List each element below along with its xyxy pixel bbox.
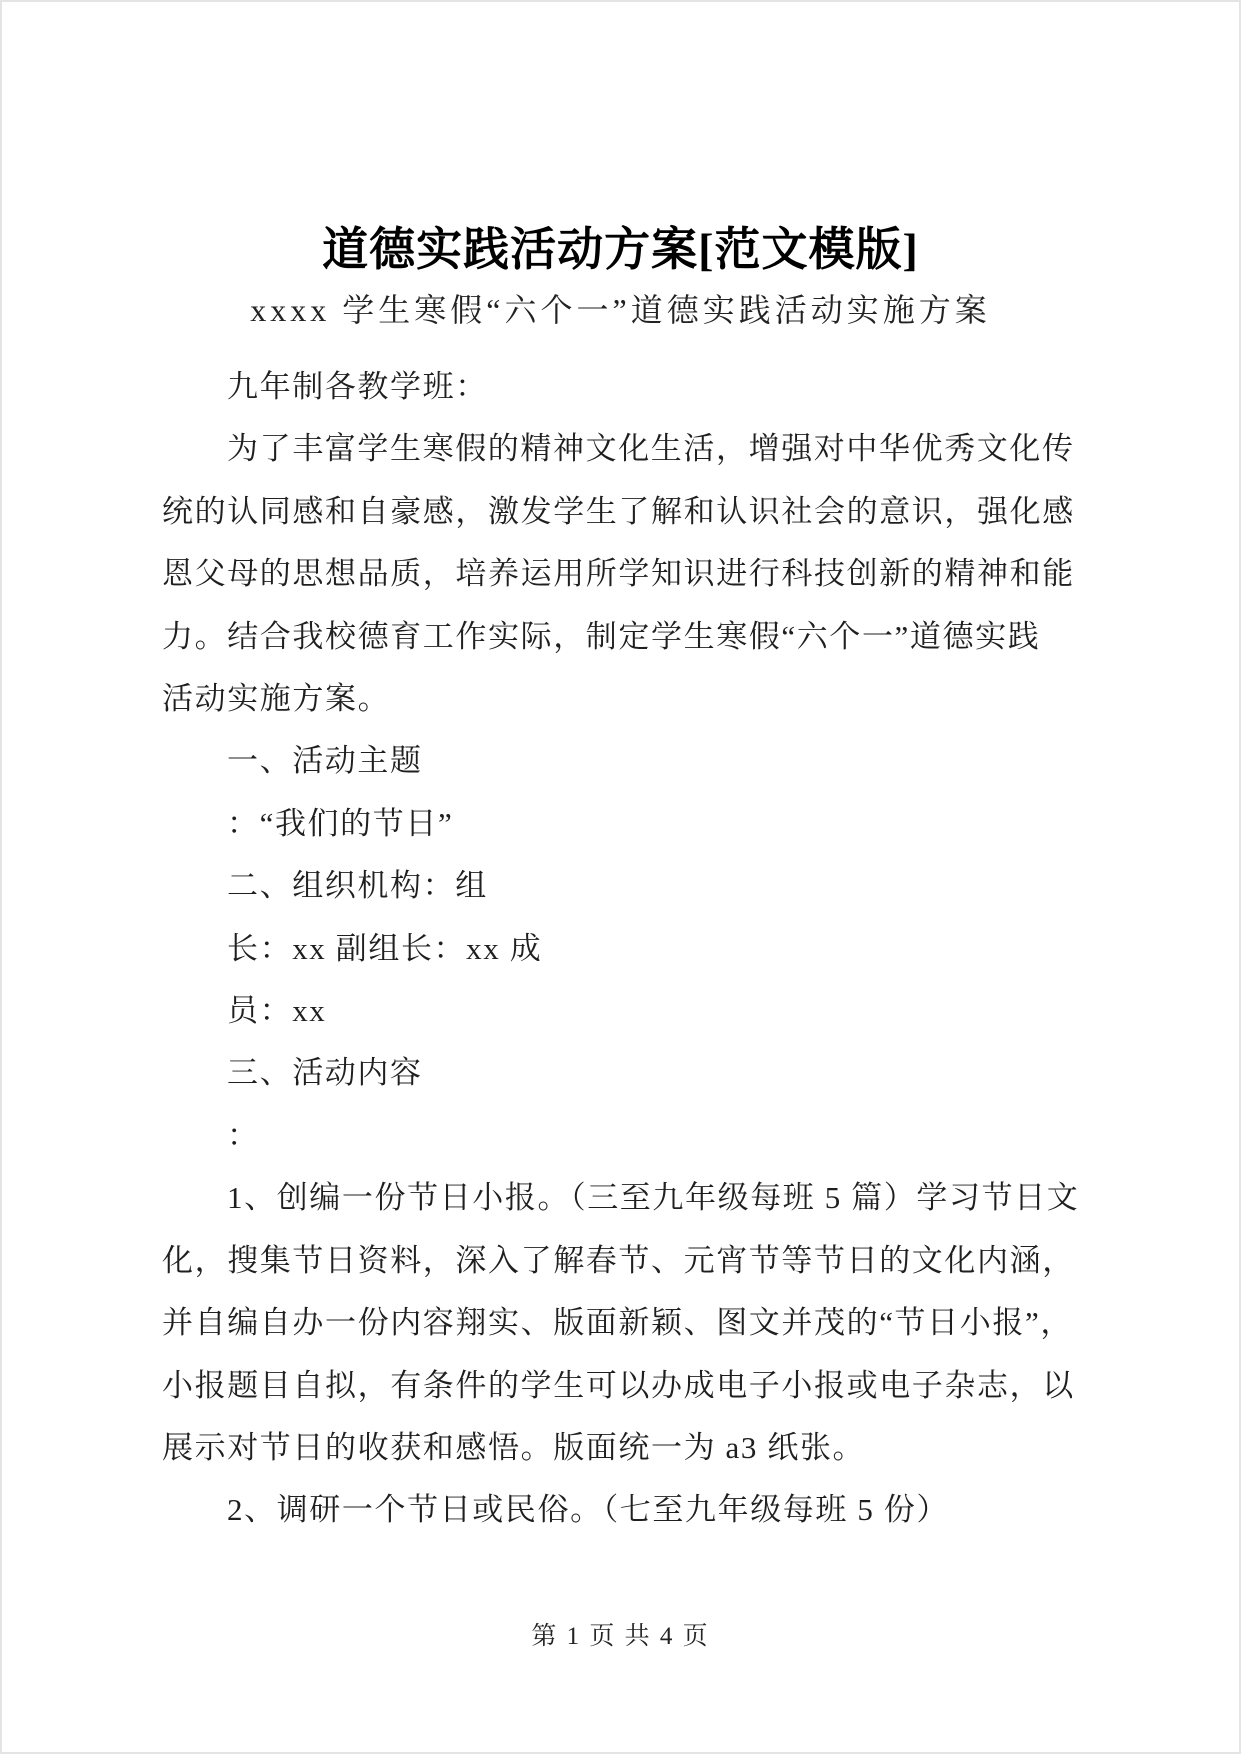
text-line: 力。结合我校德育工作实际，制定学生寒假“六个一”道德实践 <box>162 618 1041 654</box>
document-title: 道德实践活动方案[范文模版] <box>322 224 919 275</box>
document-body <box>2 356 1239 1542</box>
text-line: 三、活动内容 <box>227 1055 423 1091</box>
text-line: 二、组织机构：组 <box>227 868 488 904</box>
text-line: 九年制各教学班： <box>227 369 488 404</box>
document-subtitle: xxxx 学生寒假“六个一”道德实践活动实施方案 <box>250 292 991 328</box>
text-line: 恩父母的思想品质，培养运用所学知识进行科技创新的精神和能 <box>162 556 1075 592</box>
text-line: 统的认同感和自豪感，激发学生了解和认识社会的意识，强化感 <box>162 493 1075 529</box>
text-line: 一、活动主题 <box>227 743 423 779</box>
text-line: 展示对节日的收获和感悟。版面统一为 a3 纸张。 <box>162 1429 866 1465</box>
text-line: 活动实施方案。 <box>162 681 391 717</box>
text-line: 化，搜集节日资料，深入了解春节、元宵节等节日的文化内涵， <box>162 1242 1075 1278</box>
text-line: 长：xx 副组长：xx 成 <box>227 930 543 966</box>
text-line: ： <box>227 1117 260 1153</box>
text-line: 1、创编一份节日小报。（三至九年级每班 5 篇）学习节日文 <box>227 1180 1080 1216</box>
page-number-footer: 第 1 页 共 4 页 <box>531 1623 710 1650</box>
text-line: 2、调研一个节日或民俗。（七至九年级每班 5 份） <box>227 1492 949 1528</box>
text-line: 员：xx <box>227 993 327 1029</box>
text-line: 为了丰富学生寒假的精神文化生活，增强对中华优秀文化传 <box>227 431 1075 467</box>
text-line: 小报题目自拟，有条件的学生可以办成电子小报或电子杂志，以 <box>162 1367 1075 1403</box>
text-line: 并自编自办一份内容翔实、版面新颖、图文并茂的“节日小报”， <box>162 1305 1073 1341</box>
text-line: ：“我们的节日” <box>227 805 454 841</box>
